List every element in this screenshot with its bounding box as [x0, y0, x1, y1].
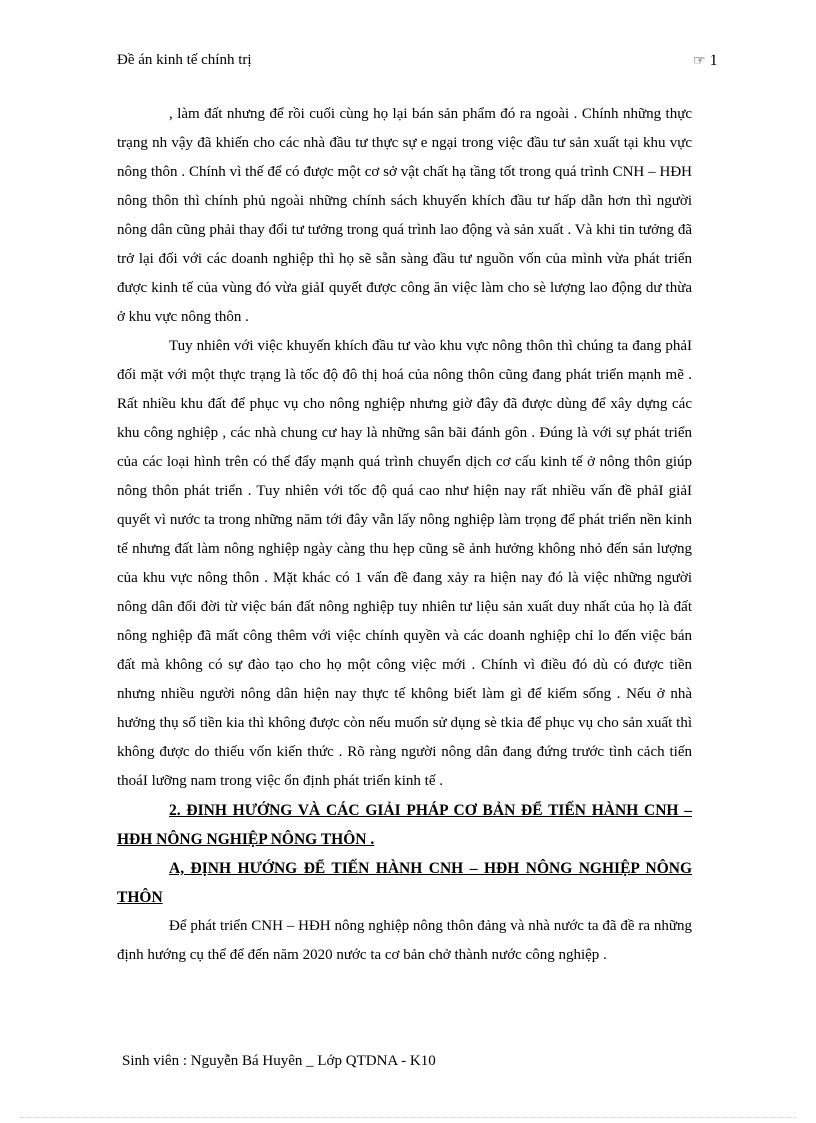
header-title: Đề án kinh tế chính trị	[117, 52, 252, 68]
document-body	[117, 100, 692, 970]
subsection-heading: A, ĐỊNH HƯỚNG ĐỂ TIẾN HÀNH CNH – HĐH NÔNG NGHIỆP NÔNG THÔN	[117, 860, 692, 906]
section-heading: 2. ĐINH HƯỚNG VÀ CÁC GIẢI PHÁP CƠ BẢN ĐỂ TIẾN HÀNH CNH – HĐH NÔNG NGHIỆP NÔNG THÔN .	[117, 802, 692, 848]
paragraph: Tuy nhiên với việc khuyến khích đầu tư vào khu vực nông thôn thì chúng ta đang phảI đối mặt với một thực trạng là tốc độ đô thị hoá của nông thôn cũng đang phát triển mạnh mẽ . Rất nhiều khu đất để phục vụ cho nông nghiệp nhưng giờ đây đã được dùng để xây dựng các khu công nghiệp , các nhà chung cư hay là những sân bãi đánh gôn . Đúng là với sự phát triển của các loại hình trên có thể đẩy mạnh quá trình chuyển dịch cơ cấu kinh tế ở nông thôn giúp nông thôn phát triển . Tuy nhiên với tốc độ quá cao như hiện nay rất nhiều vấn đề phảI giảI quyết vì nước ta trong những năm tới đây vẫn lấy nông nghiệp làm trọng để phát triển nền kinh tế nhưng đất làm nông nghiệp ngày càng thu hẹp cũng sẽ ảnh hưởng không nhỏ đến sản lượng của khu vực nông thôn . Mặt khác có 1 vấn đề đang xảy ra hiện nay đó là việc những người nông dân đổi đời từ việc bán đất nông nghiệp tuy nhiên tư liệu sản xuất duy nhất của họ là đất nông nghiệp đã mất công thêm với việc chính quyền và các doanh nghiệp chỉ lo đến việc bán đất mà không có sự đào tạo cho họ một công việc mới . Chính vì điều đó dù có được tiền nhưng nhiều người nông dân hiện nay thực tế không biết làm gì để kiếm sống . Nếu ở nhà hưởng thụ số tiền kia thì không được còn nếu muốn sử dụng sè tkia để phục vụ cho sản xuất thì không được do thiếu vốn kiến thức . Rõ ràng người nông dân đang đứng trước tình cảch tiến thoáI lưỡng nam trong việc ổn định phát triển kinh tế .	[117, 338, 692, 789]
page-number-area	[693, 52, 718, 70]
page-bottom-divider	[20, 1117, 796, 1118]
footer-text: Sinh viên : Nguyễn Bá Huyên _ Lớp QTDNA - K10	[122, 1053, 436, 1069]
hand-pointer-icon: ☞	[693, 54, 706, 69]
paragraph: Để phát triển CNH – HĐH nông nghiệp nông thôn đảng và nhà nước ta đã đề ra những định hướng cụ thể để đến năm 2020 nước ta cơ bản chở thành nước công nghiệp .	[117, 918, 692, 963]
paragraph: , làm đất nhưng để rồi cuối cùng họ lại bán sản phẩm đó ra ngoài . Chính những thực trạng nh vậy đã khiến cho các nhà đầu tư thực sự e ngại trong việc đầu tư sản xuất tại khu vực nông thôn . Chính vì thế để có được một cơ sở vật chất hạ tầng tốt trong quá trình CNH – HĐH nông thôn thì chính phủ ngoài những chính sách khuyến khích đầu tư hấp dẫn hơn thì người nông dân cũng phải thay đổi tư tưởng trong quá trình lao động và sản xuất . Và khi tin tưởng đã trở lại đối với các doanh nghiệp thì họ sẽ sẵn sàng đầu tư nguồn vốn của mình vừa phát triển được kinh tế của vùng đó vừa giảI quyết được công ăn việc làm cho sè lượng lao động dư thừa ở khu vực nông thôn .	[117, 106, 692, 325]
page-number: 1	[709, 52, 718, 69]
